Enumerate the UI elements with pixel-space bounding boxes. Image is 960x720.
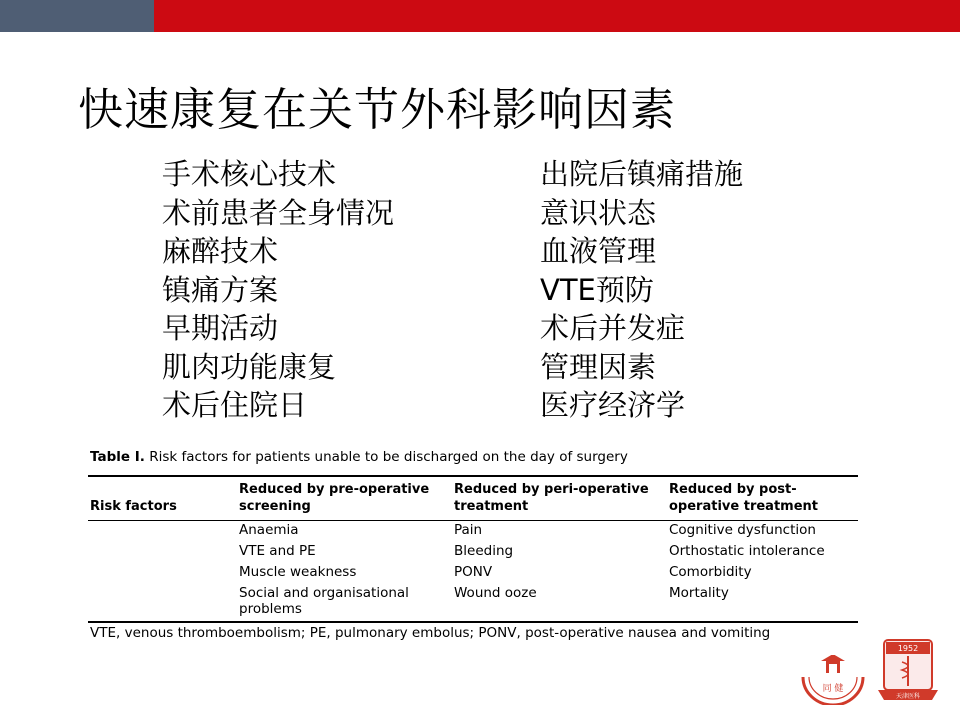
slide-title: 快速康复在关节外科影响因素 (78, 83, 677, 136)
hospital-emblem-icon (876, 638, 940, 702)
list-item: 麻醉技术 (162, 234, 279, 268)
list-item: 术后住院日 (162, 388, 308, 422)
table-footnote: VTE, venous thromboembolism; PE, pulmonary embolus; PONV, post-operative nausea and vomiting (90, 625, 771, 641)
left-factor-list (162, 155, 394, 425)
list-item: 手术核心技术 (162, 157, 337, 191)
table-cell: Muscle weakness (239, 564, 357, 580)
table-rule-header (88, 520, 858, 521)
list-item: 血液管理 (540, 234, 657, 268)
list-item: 意识状态 (540, 195, 657, 230)
table-cell: Pain (454, 522, 483, 538)
list-item: 早期活动 (162, 311, 279, 345)
header-bar-gray (0, 0, 154, 32)
table-cell: Social and organisational problems (239, 585, 409, 617)
table-cell: Bleeding (454, 543, 514, 559)
header-pre-operative: Reduced by pre-operative screening (239, 482, 430, 514)
list-item: 医疗经济学 (540, 388, 686, 422)
table-rule-top (88, 475, 858, 477)
table-cell: Mortality (669, 585, 729, 601)
right-factor-list (540, 155, 743, 425)
emblem-year: 1952 (897, 644, 919, 653)
table-cell: Orthostatic intolerance (669, 543, 825, 559)
list-item: 管理因素 (540, 349, 657, 384)
header-risk-factors: Risk factors (90, 499, 177, 514)
list-item: 术后并发症 (540, 311, 686, 345)
emblem-banner: 天津医科 (895, 693, 921, 700)
table-cell: VTE and PE (239, 543, 316, 559)
table-caption (90, 449, 628, 465)
list-item: 出院后镇痛措施 (540, 157, 744, 191)
table-cell: Comorbidity (669, 564, 752, 580)
list-item: 肌肉功能康复 (162, 349, 337, 384)
table-cell: Cognitive dysfunction (669, 522, 816, 538)
header-post-operative: Reduced by post-operative treatment (669, 482, 818, 514)
seal-text: 同 健 (822, 684, 844, 694)
table-caption-label: Table I. (90, 449, 145, 465)
table-cell: Wound ooze (454, 585, 537, 601)
university-seal-icon (800, 655, 866, 705)
list-item: 镇痛方案 (162, 272, 279, 307)
table-cell: PONV (454, 564, 493, 580)
header-peri-operative: Reduced by peri-operative treatment (454, 482, 649, 514)
table-cell: Anaemia (239, 522, 299, 538)
header-bar-red (154, 0, 960, 32)
list-item: 术前患者全身情况 (162, 195, 395, 230)
list-item: VTE预防 (540, 272, 654, 307)
table-rule-bottom (88, 621, 858, 623)
table-caption-text: Risk factors for patients unable to be discharged on the day of surgery (149, 449, 628, 465)
